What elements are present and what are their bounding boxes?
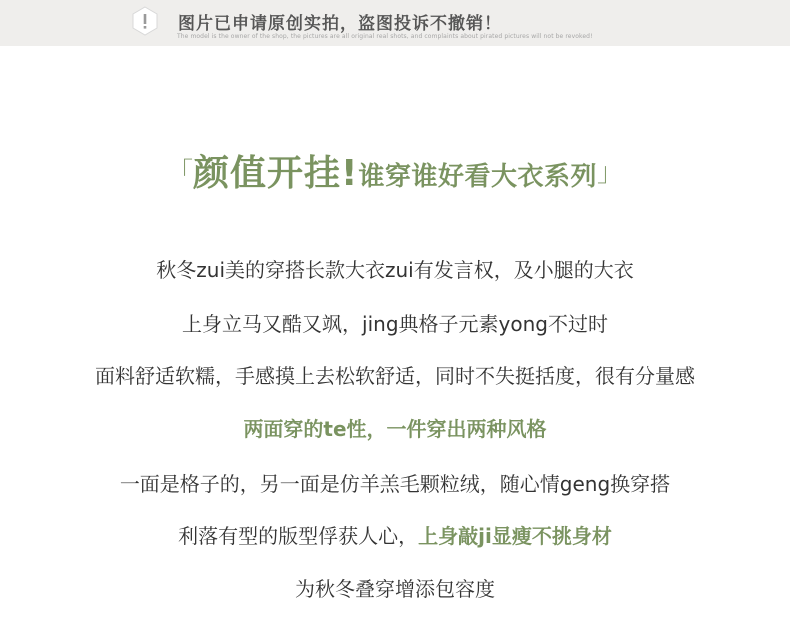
headline-close-bracket: 」	[596, 158, 623, 188]
headline-main: 颜值开挂!	[193, 153, 359, 194]
headline-sub: 谁穿谁好看大衣系列	[358, 162, 597, 192]
description-line-7: 为秋冬叠穿增添包容度	[295, 577, 495, 601]
description-line-2: 上身立马又酷又飒，jing典格子元素yong不过时	[182, 312, 608, 336]
description-highlight-line: 两面穿的te性，一件穿出两种风格	[243, 417, 547, 441]
description-line-1: 秋冬zui美的穿搭长款大衣zui有发言权，及小腿的大衣	[156, 258, 634, 282]
copyright-notice-title: 图片已申请原创实拍，盗图投诉不撤销！	[178, 14, 502, 34]
description-line-6	[0, 520, 790, 549]
copyright-notice-bar	[0, 0, 790, 46]
headline-open-bracket: 「	[167, 158, 194, 188]
description-line-6-highlight: 上身敲ji显瘦不挑身材	[418, 524, 612, 548]
headline	[0, 145, 790, 196]
copyright-notice-subtitle: The model is the owner of the shop, the pictures are all original real shots, and complaints about pirated pictures will not be revoked!	[177, 33, 593, 40]
description-line-3: 面料舒适软糯，手感摸上去松软舒适，同时不失挺括度，很有分量感	[95, 364, 695, 388]
description-line-5: 一面是格子的，另一面是仿羊羔毛颗粒绒，随心情geng换穿搭	[119, 472, 671, 496]
warning-hexagon-icon	[131, 6, 159, 36]
description-line-6-plain: 利落有型的版型俘获人心，	[178, 524, 419, 548]
